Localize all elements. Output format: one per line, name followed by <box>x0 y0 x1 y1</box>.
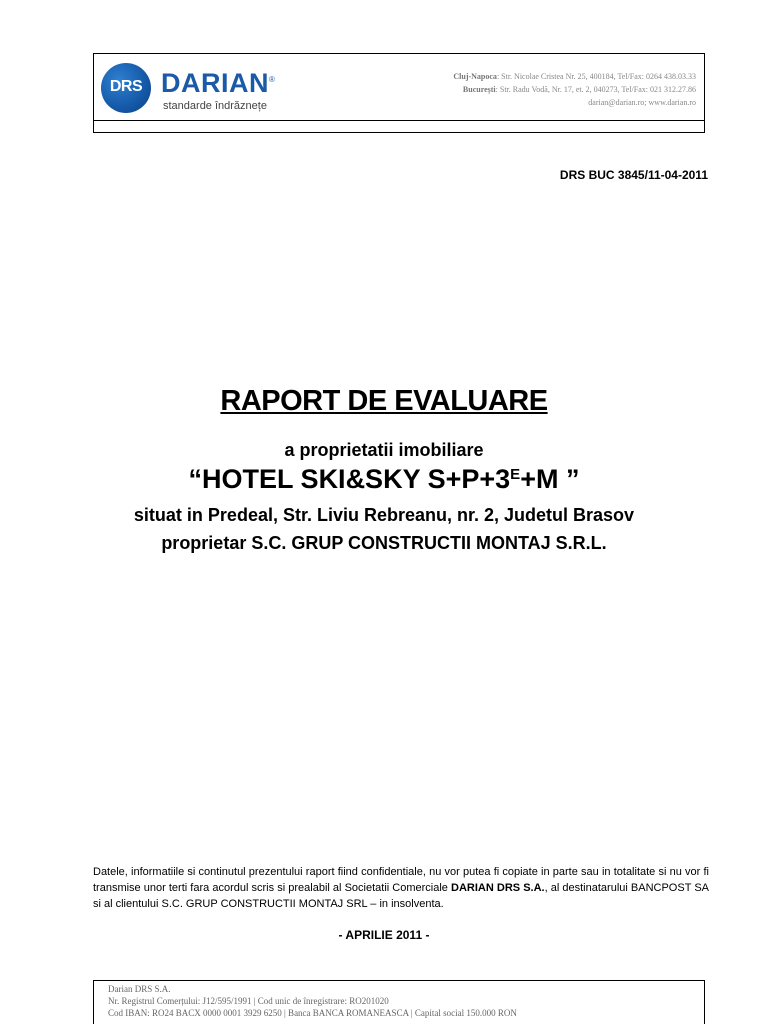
confidentiality-text-1: Datele, informatiile si continutul prezentului raport fiind confidentiale, nu vor putea fi copiate in parte sau in totalitate si nu vor fi transmise unor terti fara acordul scris si prealabil al Societatii Comerciale <box>93 866 709 894</box>
footer-registry: Nr. Registrul Comerțului: J12/595/1991 | Cod unic de înregistrare: RO201020 <box>108 996 389 1006</box>
report-date: - APRILIE 2011 - <box>338 928 430 942</box>
hotel-name-suffix: +M ” <box>520 464 580 494</box>
contact-buc-label: București <box>462 85 496 94</box>
property-location: situat in Predeal, Str. Liviu Rebreanu, nr. 2, Judetul Brasov <box>133 505 635 525</box>
contact-cluj <box>453 70 696 83</box>
contact-buc-text: : Str. Radu Vodă, Nr. 17, et. 2, 040273, Tel/Fax: 021 312.27.86 <box>495 85 696 94</box>
company-logo <box>101 60 321 116</box>
footer <box>93 980 705 1024</box>
contact-info <box>453 70 696 109</box>
logo-tagline: standarde îndrăznețe <box>163 100 267 112</box>
contact-cluj-text: : Str. Nicolae Cristea Nr. 25, 400184, Tel/Fax: 0264 438.03.33 <box>496 72 696 81</box>
hotel-name-main: “HOTEL SKI&SKY S+P+3 <box>188 464 511 494</box>
header-divider <box>94 120 704 121</box>
footer-bank: Cod IBAN: RO24 BACX 0000 0001 3929 6250 | Banca BANCA ROMANEASCA | Capital social 150.000 RON <box>108 1008 517 1018</box>
confidentiality-notice <box>93 864 709 912</box>
confidentiality-company: DARIAN DRS S.A. <box>451 882 545 894</box>
contact-bucuresti <box>453 83 696 96</box>
hotel-name-superscript: E <box>510 466 521 483</box>
hotel-name <box>0 464 768 495</box>
logo-name-text: DARIAN <box>161 68 269 98</box>
logo-circle-icon <box>101 63 151 113</box>
logo-badge-text: DRS <box>109 78 143 95</box>
logo-registered-mark: ® <box>269 75 276 84</box>
contact-web: darian@darian.ro; www.darian.ro <box>588 98 696 107</box>
report-subtitle: a proprietatii imobiliare <box>284 440 484 460</box>
document-reference: DRS BUC 3845/11-04-2011 <box>559 168 708 182</box>
contact-cluj-label: Cluj-Napoca <box>453 72 497 81</box>
logo-name <box>161 68 275 99</box>
report-title: RAPORT DE EVALUARE <box>220 385 548 417</box>
letterhead <box>93 53 705 133</box>
confidentiality-text-2: , al destinatarului BANCPOST SA si al clientului S.C. GRUP CONSTRUCTII MONTAJ SRL – in insolventa. <box>93 882 709 910</box>
footer-company: Darian DRS S.A. <box>108 984 171 994</box>
property-owner: proprietar S.C. GRUP CONSTRUCTII MONTAJ S.R.L. <box>161 533 607 553</box>
